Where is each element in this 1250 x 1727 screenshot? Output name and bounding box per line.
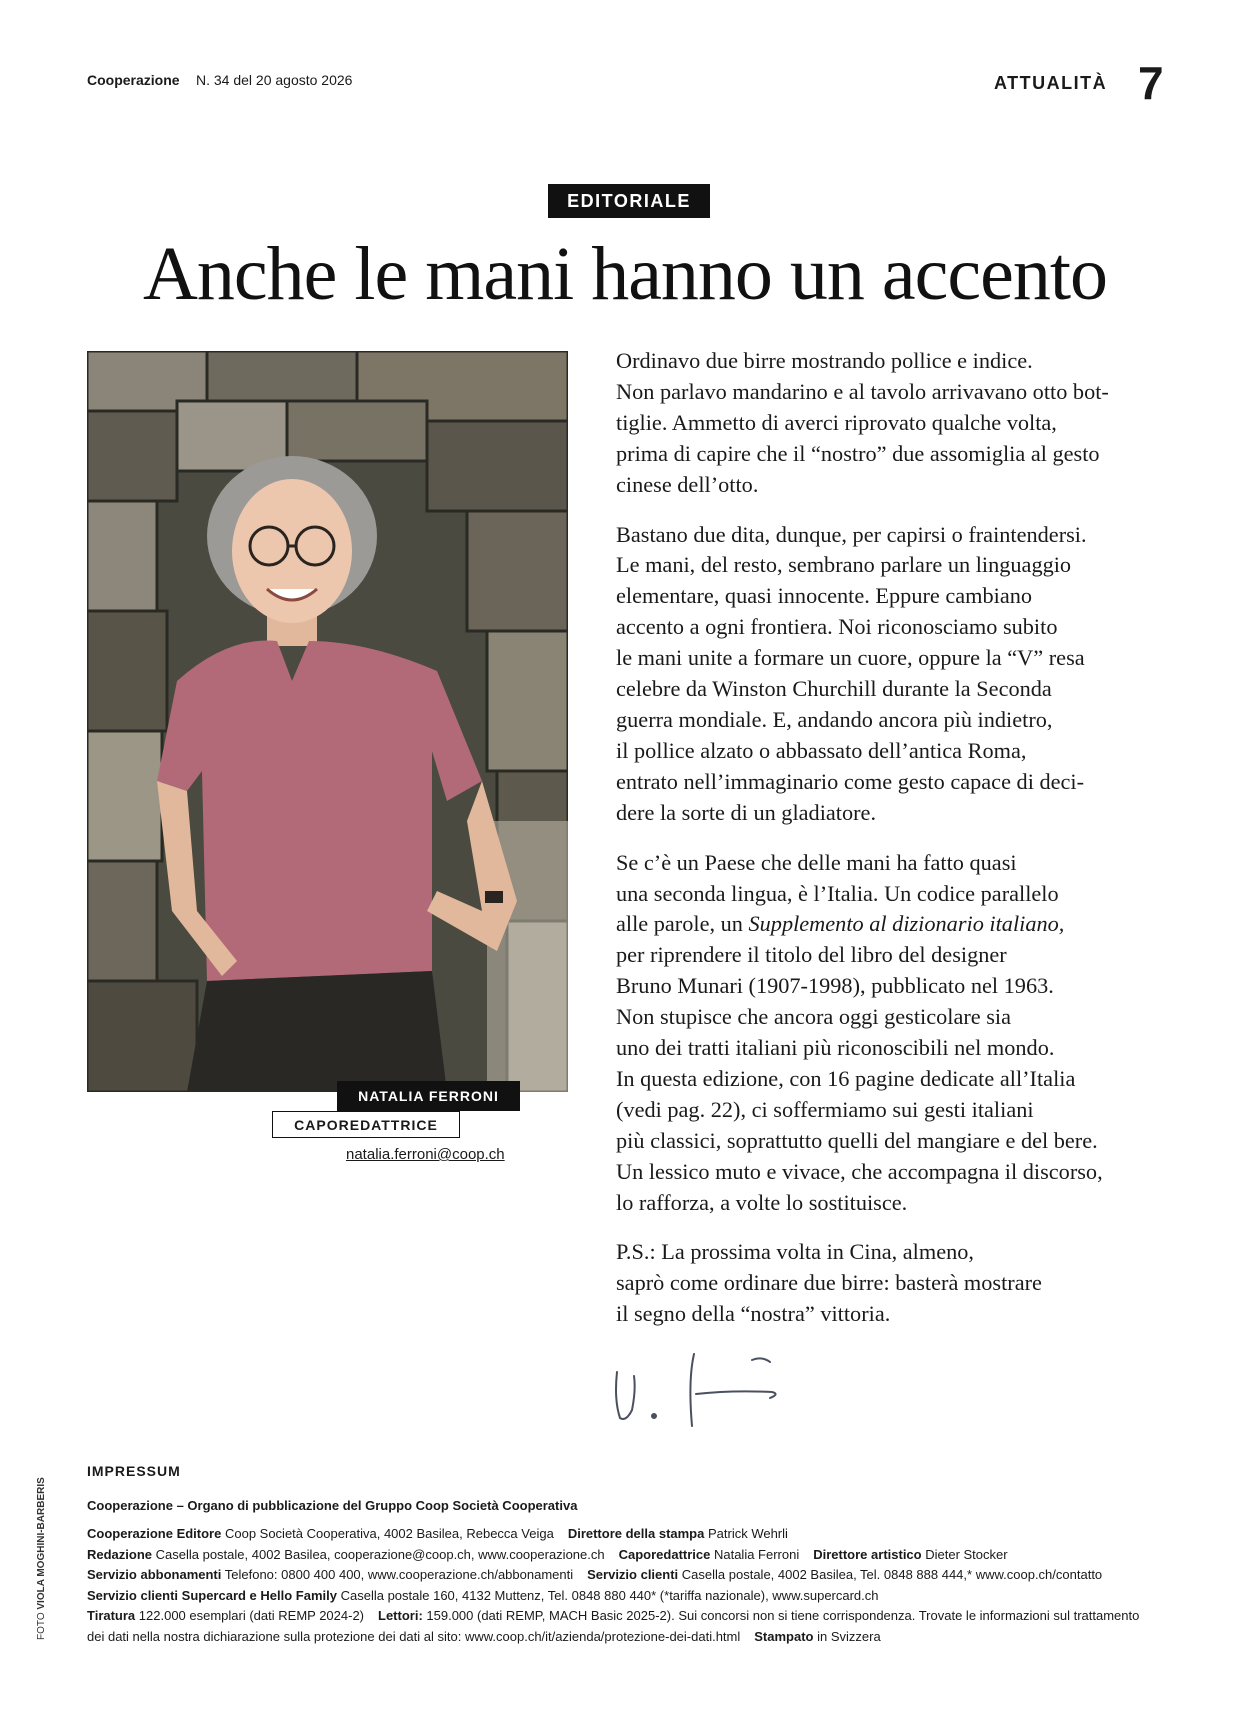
author-role: CAPOREDATTRICE	[272, 1111, 460, 1138]
article-paragraph	[616, 848, 1176, 1219]
author-photo	[87, 351, 568, 1092]
text-line: Le mani, del resto, sembrano parlare un linguaggio	[616, 552, 1072, 578]
text-line: il pollice alzato o abbassato dell’antica Roma,	[616, 737, 1027, 763]
issue-info: N. 34 del 20 agosto 2026	[196, 72, 353, 88]
editorial-badge: EDITORIALE	[548, 184, 710, 218]
impressum-label: Redazione	[87, 1546, 153, 1562]
text-line: elementare, quasi innocente. Eppure cambiano	[616, 583, 1033, 609]
impressum-line	[87, 1606, 1167, 1627]
photo-credit-label: FOTO	[36, 1612, 47, 1640]
photo-credit-name: VIOLA MOGHINI-BARBERIS	[36, 1477, 47, 1610]
impressum-text: in Svizzera	[813, 1628, 881, 1644]
text-line: cinese dell’otto.	[616, 471, 759, 497]
impressum-line	[87, 1586, 1167, 1607]
text-line: alle parole, un Supplemento al dizionario italiano,	[616, 911, 1065, 937]
text-line: il segno della “nostra” vittoria.	[616, 1301, 891, 1327]
text-line: celebre da Winston Churchill durante la Seconda	[616, 676, 1052, 702]
text-line: (vedi pag. 22), ci soffermiamo sui gesti italiani	[616, 1096, 1034, 1122]
impressum-text: Casella postale, 4002 Basilea, Tel. 0848 888 444,* www.coop.ch/contatto	[678, 1567, 1103, 1582]
text-line: saprò come ordinare due birre: basterà mostrare	[616, 1270, 1042, 1296]
impressum-label: Caporedattrice	[618, 1546, 711, 1562]
impressum-text: Casella postale 160, 4132 Muttenz, Tel. 0848 880 440* (*tariffa nazionale), www.supercard.ch	[336, 1587, 879, 1603]
impressum-text: Patrick Wehrli	[704, 1526, 788, 1541]
impressum-text: Telefono: 0800 400 400, www.cooperazione.ch/abbonamenti	[221, 1567, 574, 1582]
text-line: P.S.: La prossima volta in Cina, almeno,	[616, 1239, 974, 1265]
impressum-text: 159.000 (dati REMP, MACH Basic 2025-2). Sui concorsi non si tiene corrispondenza. Trovate le informazioni sul trattamento	[422, 1608, 1140, 1623]
impressum-text: Dieter Stocker	[921, 1546, 1008, 1562]
impressum-label: Direttore della stampa	[567, 1526, 705, 1541]
author-name: NATALIA FERRONI	[337, 1081, 520, 1111]
handwritten-signature	[612, 1350, 812, 1435]
text-line: Non stupisce che ancora oggi gesticolare sia	[616, 1004, 1012, 1030]
text-line: una seconda lingua, è l’Italia. Un codice parallelo	[616, 880, 1059, 906]
impressum-label: Cooperazione Editore	[87, 1526, 222, 1541]
article-paragraph	[616, 1237, 1176, 1330]
text-line: Ordinavo due birre mostrando pollice e indice.	[616, 348, 1033, 373]
text-line: uno dei tratti italiani più riconoscibili nel mondo.	[616, 1035, 1055, 1061]
impressum-text: 122.000 esemplari (dati REMP 2024-2)	[135, 1608, 364, 1623]
text-line: Bruno Munari (1907-1998), pubblicato nel 1963.	[616, 973, 1054, 999]
article-body	[616, 346, 1176, 1349]
author-email-link[interactable]: natalia.ferroni@coop.ch	[346, 1146, 505, 1163]
text-line: accento a ogni frontiera. Noi riconosciamo subito	[616, 614, 1058, 640]
text-line: dere la sorte di un gladiatore.	[616, 799, 877, 825]
text-line: Bastano due dita, dunque, per capirsi o fraintendersi.	[616, 521, 1087, 547]
text-line: per riprendere il titolo del libro del designer	[616, 942, 1007, 968]
page-number: 7	[1138, 57, 1164, 109]
text-line: Se c’è un Paese che delle mani ha fatto quasi	[616, 849, 1017, 875]
impressum	[87, 1463, 1167, 1647]
impressum-text: Natalia Ferroni	[710, 1546, 800, 1562]
impressum-text: Casella postale, 4002 Basilea, cooperazione@coop.ch, www.cooperazione.ch	[152, 1546, 605, 1562]
text-line: Non parlavo mandarino e al tavolo arrivavano otto bot-	[616, 378, 1109, 404]
impressum-line	[87, 1524, 1167, 1545]
text-line: entrato nell’immaginario come gesto capace di deci-	[616, 768, 1085, 794]
impressum-line	[87, 1627, 1167, 1648]
text-line: Un lessico muto e vivace, che accompagna il discorso,	[616, 1158, 1103, 1184]
text-line: tiglie. Ammetto di averci riprovato qualche volta,	[616, 409, 1057, 435]
text-line: prima di capire che il “nostro” due assomiglia al gesto	[616, 440, 1100, 466]
impressum-label: Tiratura	[87, 1608, 136, 1623]
impressum-text: Coop Società Cooperativa, 4002 Basilea, Rebecca Veiga	[221, 1526, 554, 1541]
impressum-line	[87, 1545, 1167, 1566]
impressum-title: IMPRESSUM	[87, 1463, 181, 1479]
article-paragraph	[616, 520, 1176, 829]
impressum-label: Direttore artistico	[813, 1546, 922, 1562]
impressum-label: Servizio clienti Supercard e Hello Family	[87, 1587, 337, 1603]
impressum-label: Stampato	[754, 1628, 814, 1644]
text-line: più classici, soprattutto quelli del mangiare e del bere.	[616, 1127, 1098, 1153]
photo-credit	[36, 1477, 47, 1640]
impressum-label: Lettori:	[378, 1608, 423, 1623]
article-paragraph	[616, 346, 1176, 501]
impressum-label: Servizio clienti	[587, 1567, 679, 1582]
book-title: Supplemento al dizionario italiano,	[748, 911, 1065, 937]
section-name: ATTUALITÀ	[994, 73, 1108, 93]
impressum-text: dei dati nella nostra dichiarazione sulla protezione dei dati al sito: www.coop.ch/it/azienda/protezione-dei-dati.html	[87, 1628, 741, 1644]
publication-name: Cooperazione	[87, 72, 180, 88]
impressum-organ: Cooperazione – Organo di pubblicazione del Gruppo Coop Società Cooperativa	[87, 1498, 578, 1513]
impressum-line	[87, 1565, 1167, 1586]
text-line: In questa edizione, con 16 pagine dedicate all’Italia	[616, 1065, 1076, 1091]
impressum-label: Servizio abbonamenti	[87, 1567, 222, 1582]
text-line: lo rafforza, a volte lo sostituisce.	[616, 1189, 908, 1215]
text-line: le mani unite a formare un cuore, oppure la “V” resa	[616, 645, 1085, 671]
text-line: guerra mondiale. E, andando ancora più indietro,	[616, 706, 1053, 732]
headline: Anche le mani hanno un accento	[143, 232, 1107, 316]
